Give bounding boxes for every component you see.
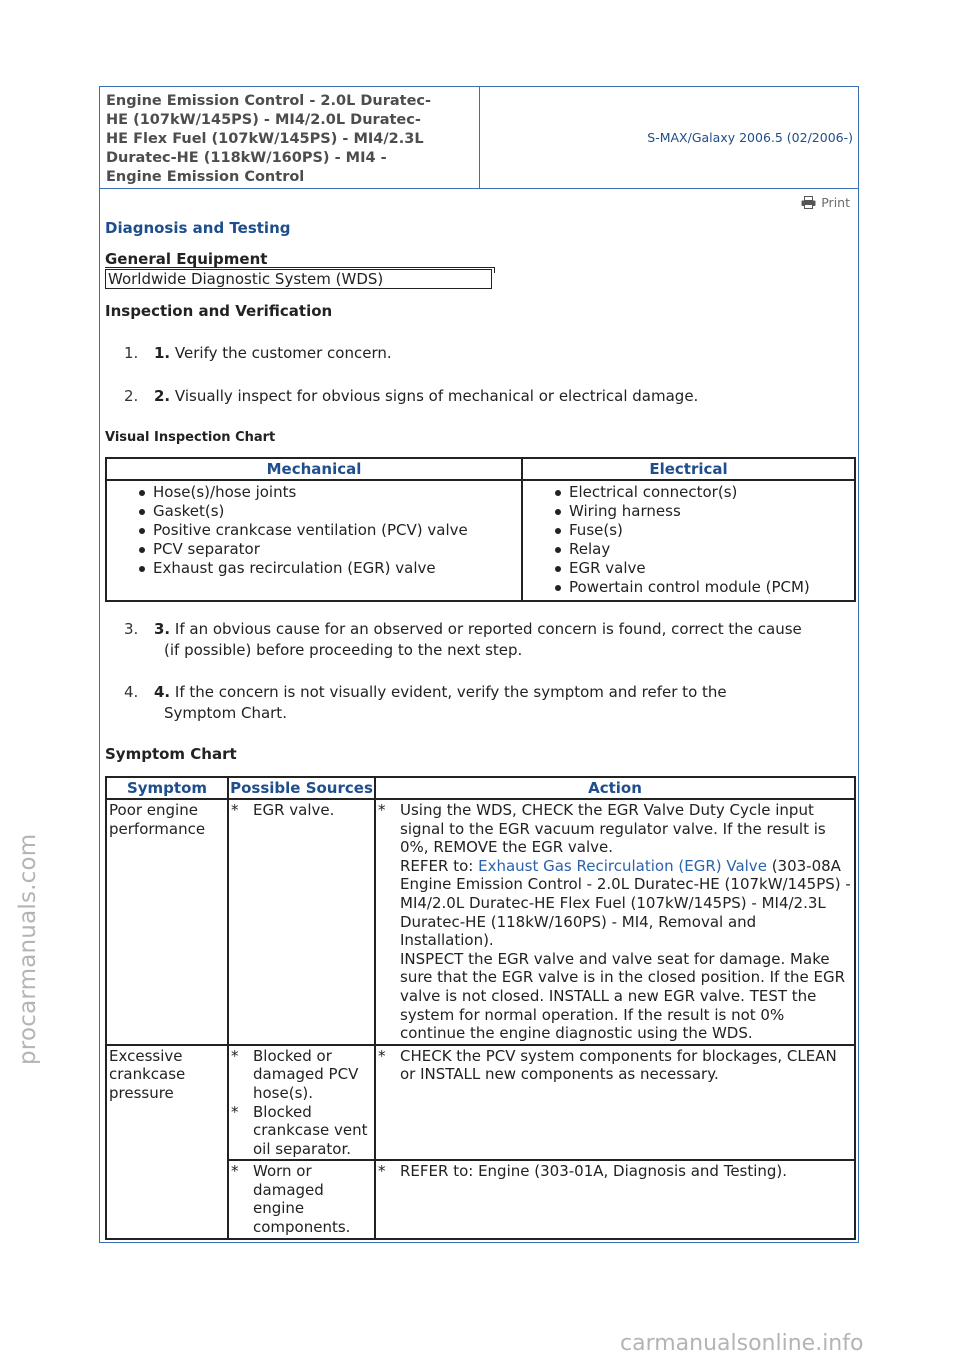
bullet-star: * xyxy=(231,1102,239,1121)
list-item: Gasket(s) xyxy=(153,502,521,521)
list-item: Wiring harness xyxy=(569,502,854,521)
source-text: Blocked crankcase vent oil separator. xyxy=(253,1102,368,1158)
list-item: Positive crankcase ventilation (PCV) valve xyxy=(153,521,521,540)
title-line: HE (107kW/145PS) - MI4/2.0L Duratec- xyxy=(106,112,421,128)
bullet-star: * xyxy=(378,1162,386,1181)
step-bold-number: 1. xyxy=(154,344,171,362)
action-cell xyxy=(375,1160,855,1238)
symptom-cell: Poor engine performance xyxy=(106,799,228,1045)
column-header-sources: Possible Sources xyxy=(228,777,375,799)
action-cell xyxy=(375,799,855,1045)
list-item: PCV separator xyxy=(153,540,521,559)
column-header-mechanical: Mechanical xyxy=(106,458,522,480)
action-text: INSPECT the EGR valve and valve seat for damage. Make sure that the EGR valve is in the closed position. If the EGR valve is not closed. INSTALL a new EGR valve. TEST the system for normal operation. If the result is not 0% continue the engine diagnostic using the WDS. xyxy=(400,949,846,1043)
list-item: Relay xyxy=(569,540,854,559)
step-text-continued: Symptom Chart. xyxy=(164,704,287,722)
action-cell xyxy=(375,1045,855,1161)
list-item: Hose(s)/hose joints xyxy=(153,483,521,502)
symptom-table xyxy=(105,776,856,1240)
list-item: Electrical connector(s) xyxy=(569,483,854,502)
document-title xyxy=(100,87,480,189)
step-bold-number: 4. xyxy=(154,683,171,701)
bullet-star: * xyxy=(378,801,386,819)
title-line: HE Flex Fuel (107kW/145PS) - MI4/2.3L xyxy=(106,131,424,147)
printer-icon xyxy=(801,196,816,209)
action-text: Using the WDS, CHECK the EGR Valve Duty Cycle input signal to the EGR vacuum regulator valve. If the result is 0%, REMOVE the EGR valve. xyxy=(400,801,826,857)
step-text: If the concern is not visually evident, verify the symptom and refer to the xyxy=(174,683,727,701)
title-line: Duratec-HE (118kW/160PS) - MI4 - xyxy=(106,150,387,166)
step-number: 1. xyxy=(124,344,139,362)
divider xyxy=(105,267,495,268)
bullet-star: * xyxy=(231,1046,239,1065)
source-cell xyxy=(228,1160,375,1238)
step-text-continued: (if possible) before proceeding to the next step. xyxy=(164,641,523,659)
list-item: Exhaust gas recirculation (EGR) valve xyxy=(153,559,521,578)
column-header-electrical: Electrical xyxy=(522,458,855,480)
column-header-symptom: Symptom xyxy=(106,777,228,799)
list-item: EGR valve xyxy=(569,559,854,578)
print-label[interactable]: Print xyxy=(821,195,850,210)
vehicle-model xyxy=(480,87,858,189)
source-cell xyxy=(228,1045,375,1161)
source-cell xyxy=(228,799,375,1045)
bullet-star: * xyxy=(378,1046,386,1065)
title-line: Engine Emission Control xyxy=(106,169,305,185)
column-header-action: Action xyxy=(375,777,855,799)
step-bold-number: 2. xyxy=(154,387,171,405)
section-title: Diagnosis and Testing xyxy=(105,219,291,237)
symptom-chart-heading: Symptom Chart xyxy=(105,745,237,763)
visual-chart-heading: Visual Inspection Chart xyxy=(105,430,276,445)
step-number: 3. xyxy=(124,620,139,638)
list-item: Powertain control module (PCM) xyxy=(569,578,854,597)
side-watermark: procarmanuals.com xyxy=(15,833,41,1065)
document-frame xyxy=(99,86,859,1243)
symptom-cell: Excessive crankcase pressure xyxy=(106,1045,228,1239)
refer-to-label: REFER to: xyxy=(400,856,474,875)
reference-text: (303-08A Engine Emission Control - 2.0L Duratec-HE (107kW/145PS) - MI4/2.0L Duratec-HE Flex Fuel (107kW/145PS) - MI4/2.3L Duratec-HE (118kW/160PS) - MI4, Removal and Installation). xyxy=(400,856,851,950)
visual-inspection-table xyxy=(105,457,856,602)
bullet-star: * xyxy=(231,1162,239,1181)
divider-tick xyxy=(494,267,495,273)
source-text: EGR valve. xyxy=(253,801,335,819)
bullet-star: * xyxy=(231,801,239,819)
title-line: Engine Emission Control - 2.0L Duratec- xyxy=(106,93,432,109)
step-bold-number: 3. xyxy=(154,620,171,638)
step-text: Verify the customer concern. xyxy=(174,344,392,362)
general-equipment-heading: General Equipment xyxy=(105,250,268,268)
step-text: Visually inspect for obvious signs of mechanical or electrical damage. xyxy=(174,387,699,405)
electrical-list-cell xyxy=(522,480,855,601)
step-number: 2. xyxy=(124,387,139,405)
step-number: 4. xyxy=(124,683,139,701)
bottom-watermark: carmanualsonline.info xyxy=(620,1331,864,1356)
equipment-item: Worldwide Diagnostic System (WDS) xyxy=(105,269,492,289)
egr-valve-link[interactable]: Exhaust Gas Recirculation (EGR) Valve xyxy=(478,856,767,875)
list-item: Fuse(s) xyxy=(569,521,854,540)
action-text: REFER to: Engine (303-01A, Diagnosis and Testing). xyxy=(400,1162,788,1181)
source-text: Worn or damaged engine components. xyxy=(253,1162,351,1237)
print-button[interactable] xyxy=(801,195,850,210)
inspection-heading: Inspection and Verification xyxy=(105,302,333,320)
action-text: CHECK the PCV system components for blockages, CLEAN or INSTALL new components as necessary. xyxy=(400,1046,837,1084)
source-text: Blocked or damaged PCV hose(s). xyxy=(253,1046,359,1102)
mechanical-list-cell xyxy=(106,480,522,601)
step-text: If an obvious cause for an observed or reported concern is found, correct the cause xyxy=(174,620,802,638)
table-row xyxy=(106,1045,855,1161)
table-row xyxy=(106,799,855,1045)
vehicle-model-label: S-MAX/Galaxy 2006.5 (02/2006-) xyxy=(647,130,853,145)
